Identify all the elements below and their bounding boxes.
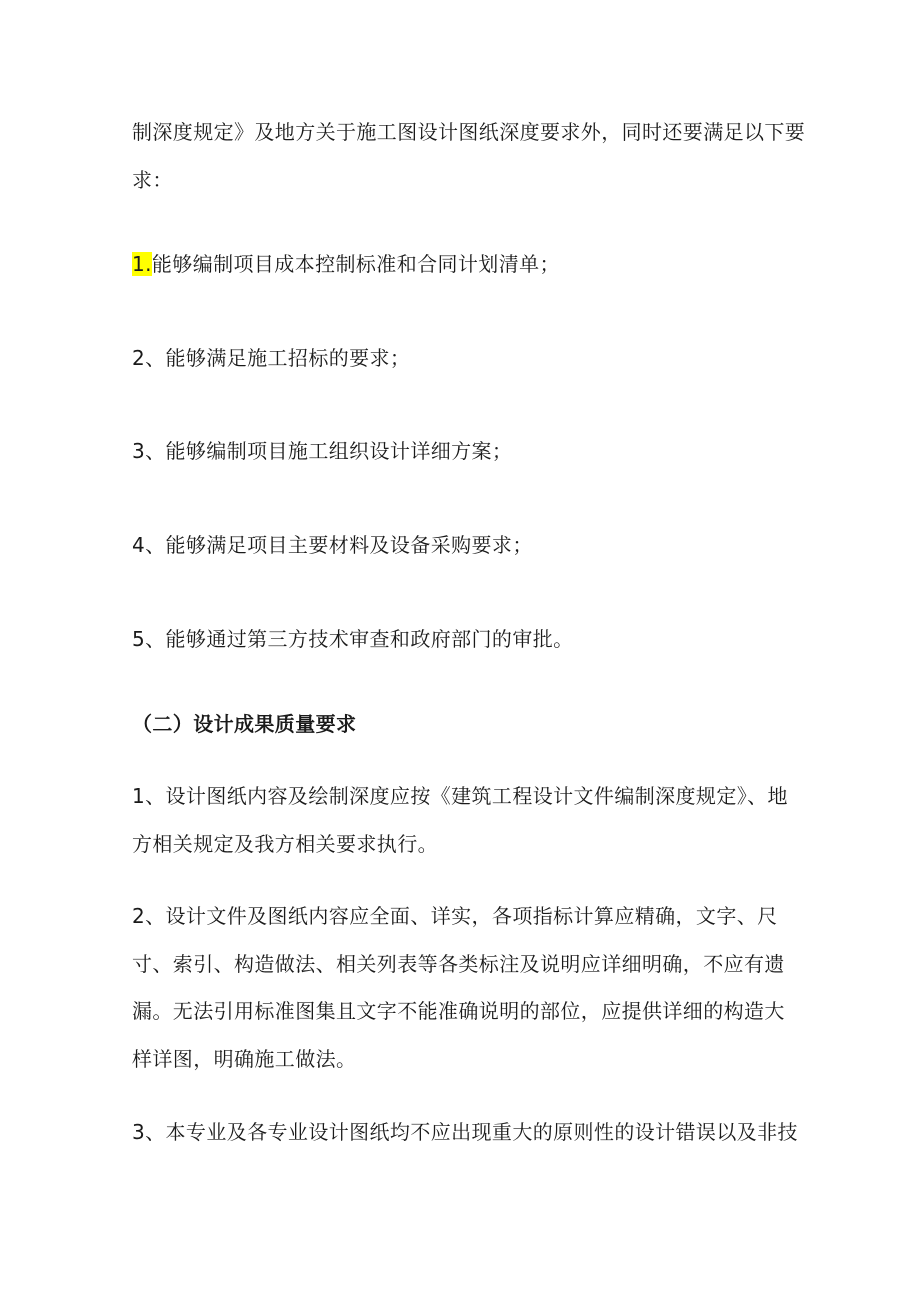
requirement-marker: 5、 — [132, 627, 166, 651]
requirement-marker: 3、 — [132, 439, 166, 463]
highlighted-marker: 1. — [132, 252, 152, 276]
section-heading: （二）设计成果质量要求 — [132, 712, 357, 736]
requirement-item-2 — [132, 344, 410, 372]
intro-line-2: 求： — [132, 168, 173, 192]
requirement-marker: 2、 — [132, 346, 166, 370]
quality-item-1-line-1: 1、设计图纸内容及绘制深度应按《建筑工程设计文件编制深度规定》、地 — [132, 784, 788, 808]
quality-item-2-line-4: 样详图，明确施工做法。 — [132, 1047, 357, 1071]
requirement-item-4 — [132, 531, 533, 559]
requirement-text: 能够满足施工招标的要求； — [165, 346, 411, 370]
requirement-item-3 — [132, 437, 512, 465]
quality-item-1-line-2: 方相关规定及我方相关要求执行。 — [132, 832, 438, 856]
requirement-text: 能够编制项目施工组织设计详细方案； — [165, 439, 513, 463]
requirement-text: 能够通过第三方技术审查和政府部门的审批。 — [165, 627, 574, 651]
quality-item-3-line-1: 3、本专业及各专业设计图纸均不应出现重大的原则性的设计错误以及非技 — [132, 1120, 798, 1144]
quality-item-2-line-1: 2、设计文件及图纸内容应全面、详实，各项指标计算应精确，文字、尺 — [132, 904, 778, 928]
requirement-text: 能够满足项目主要材料及设备采购要求； — [165, 533, 533, 557]
quality-item-2-line-2: 寸、索引、构造做法、相关列表等各类标注及说明应详细明确，不应有遗 — [132, 952, 785, 976]
requirement-item-5 — [132, 625, 574, 653]
quality-item-2-line-3: 漏。无法引用标准图集且文字不能准确说明的部位，应提供详细的构造大 — [132, 999, 785, 1023]
requirement-marker: 4、 — [132, 533, 166, 557]
intro-line-1: 制深度规定》及地方关于施工图设计图纸深度要求外，同时还要满足以下要 — [132, 120, 806, 144]
requirement-text: 能够编制项目成本控制标准和合同计划清单； — [151, 252, 560, 276]
requirement-item-1 — [132, 250, 560, 278]
